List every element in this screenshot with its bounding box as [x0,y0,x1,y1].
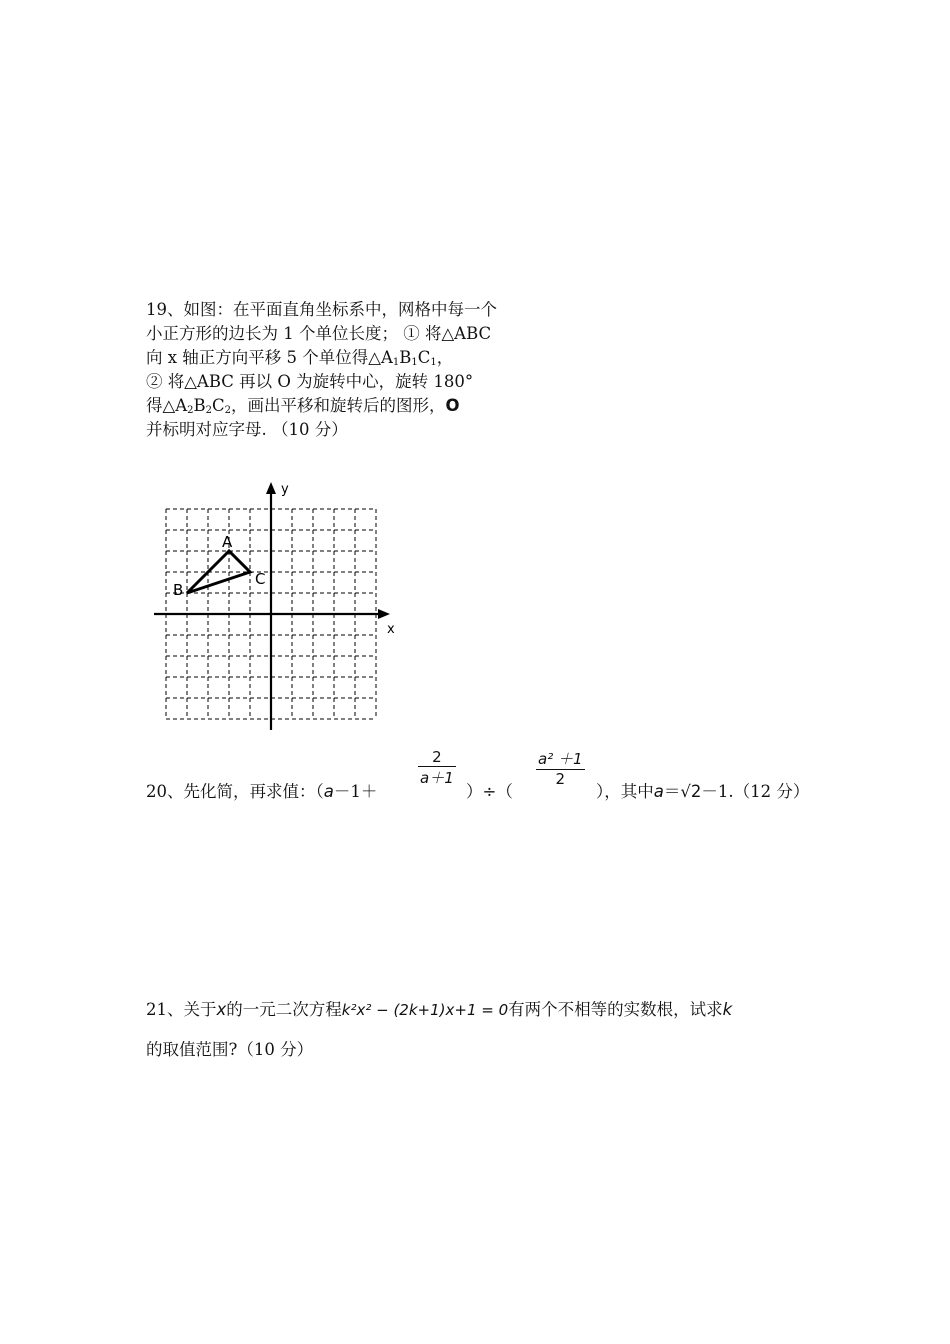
y-axis-arrow [266,482,276,494]
point-label-c: C [255,570,266,588]
axes [154,482,395,730]
coordinate-grid-figure [146,476,406,738]
question-21: 21、关于x的一元二次方程k²x² − (2k+1)x+1 = 0有两个不相等的实数根，试求k 的取值范围?（10 分） [146,996,866,1060]
q19-line-3: 向 x 轴正方向平移 5 个单位得$\triangle A_1B_1C_1$， [146,348,454,368]
point-label-a: A [222,533,233,551]
q19-line-6: 并标明对应字母. （10 分） [146,420,348,439]
x-axis-arrow [378,609,390,619]
fraction-2-over-a-plus-1: $\frac{2}{a+1}$ [420,748,454,787]
y-axis-label: y [281,482,289,497]
q19-line-4: ② 将△ABC 再以 O 为旋转中心，旋转 180° [146,372,474,391]
q19-line-2: 小正方形的边长为 1 个单位长度； ① 将△ABC [146,324,492,343]
q21-line-2: 的取值范围?（10 分） [146,1040,314,1059]
question-19 [146,298,497,442]
fraction-a-squared-plus-1-over-2: $\frac{\text{a² ＋1}}{2}$ [538,750,583,788]
quadratic-equation: k²x² − (2k+1)x+1 = 0 [341,1001,509,1019]
q19-line-5: 得$\triangle A_2B_2C_2$，画出平移和旋转后的图形，O [146,396,460,416]
q19-line-1: 19、如图：在平面直角坐标系中，网格中每一个 [146,300,497,319]
question-20: 20、先化简，再求值：（a－1＋ $\frac{2}{a+1}$ ）÷（ $\frac{\text{a² ＋1}}{2}$ ），其中a＝√2－1.（12 分） [146,748,810,801]
origin-mark: O [445,396,460,415]
point-label-b: B [173,581,184,599]
x-axis-label: x [387,622,395,637]
